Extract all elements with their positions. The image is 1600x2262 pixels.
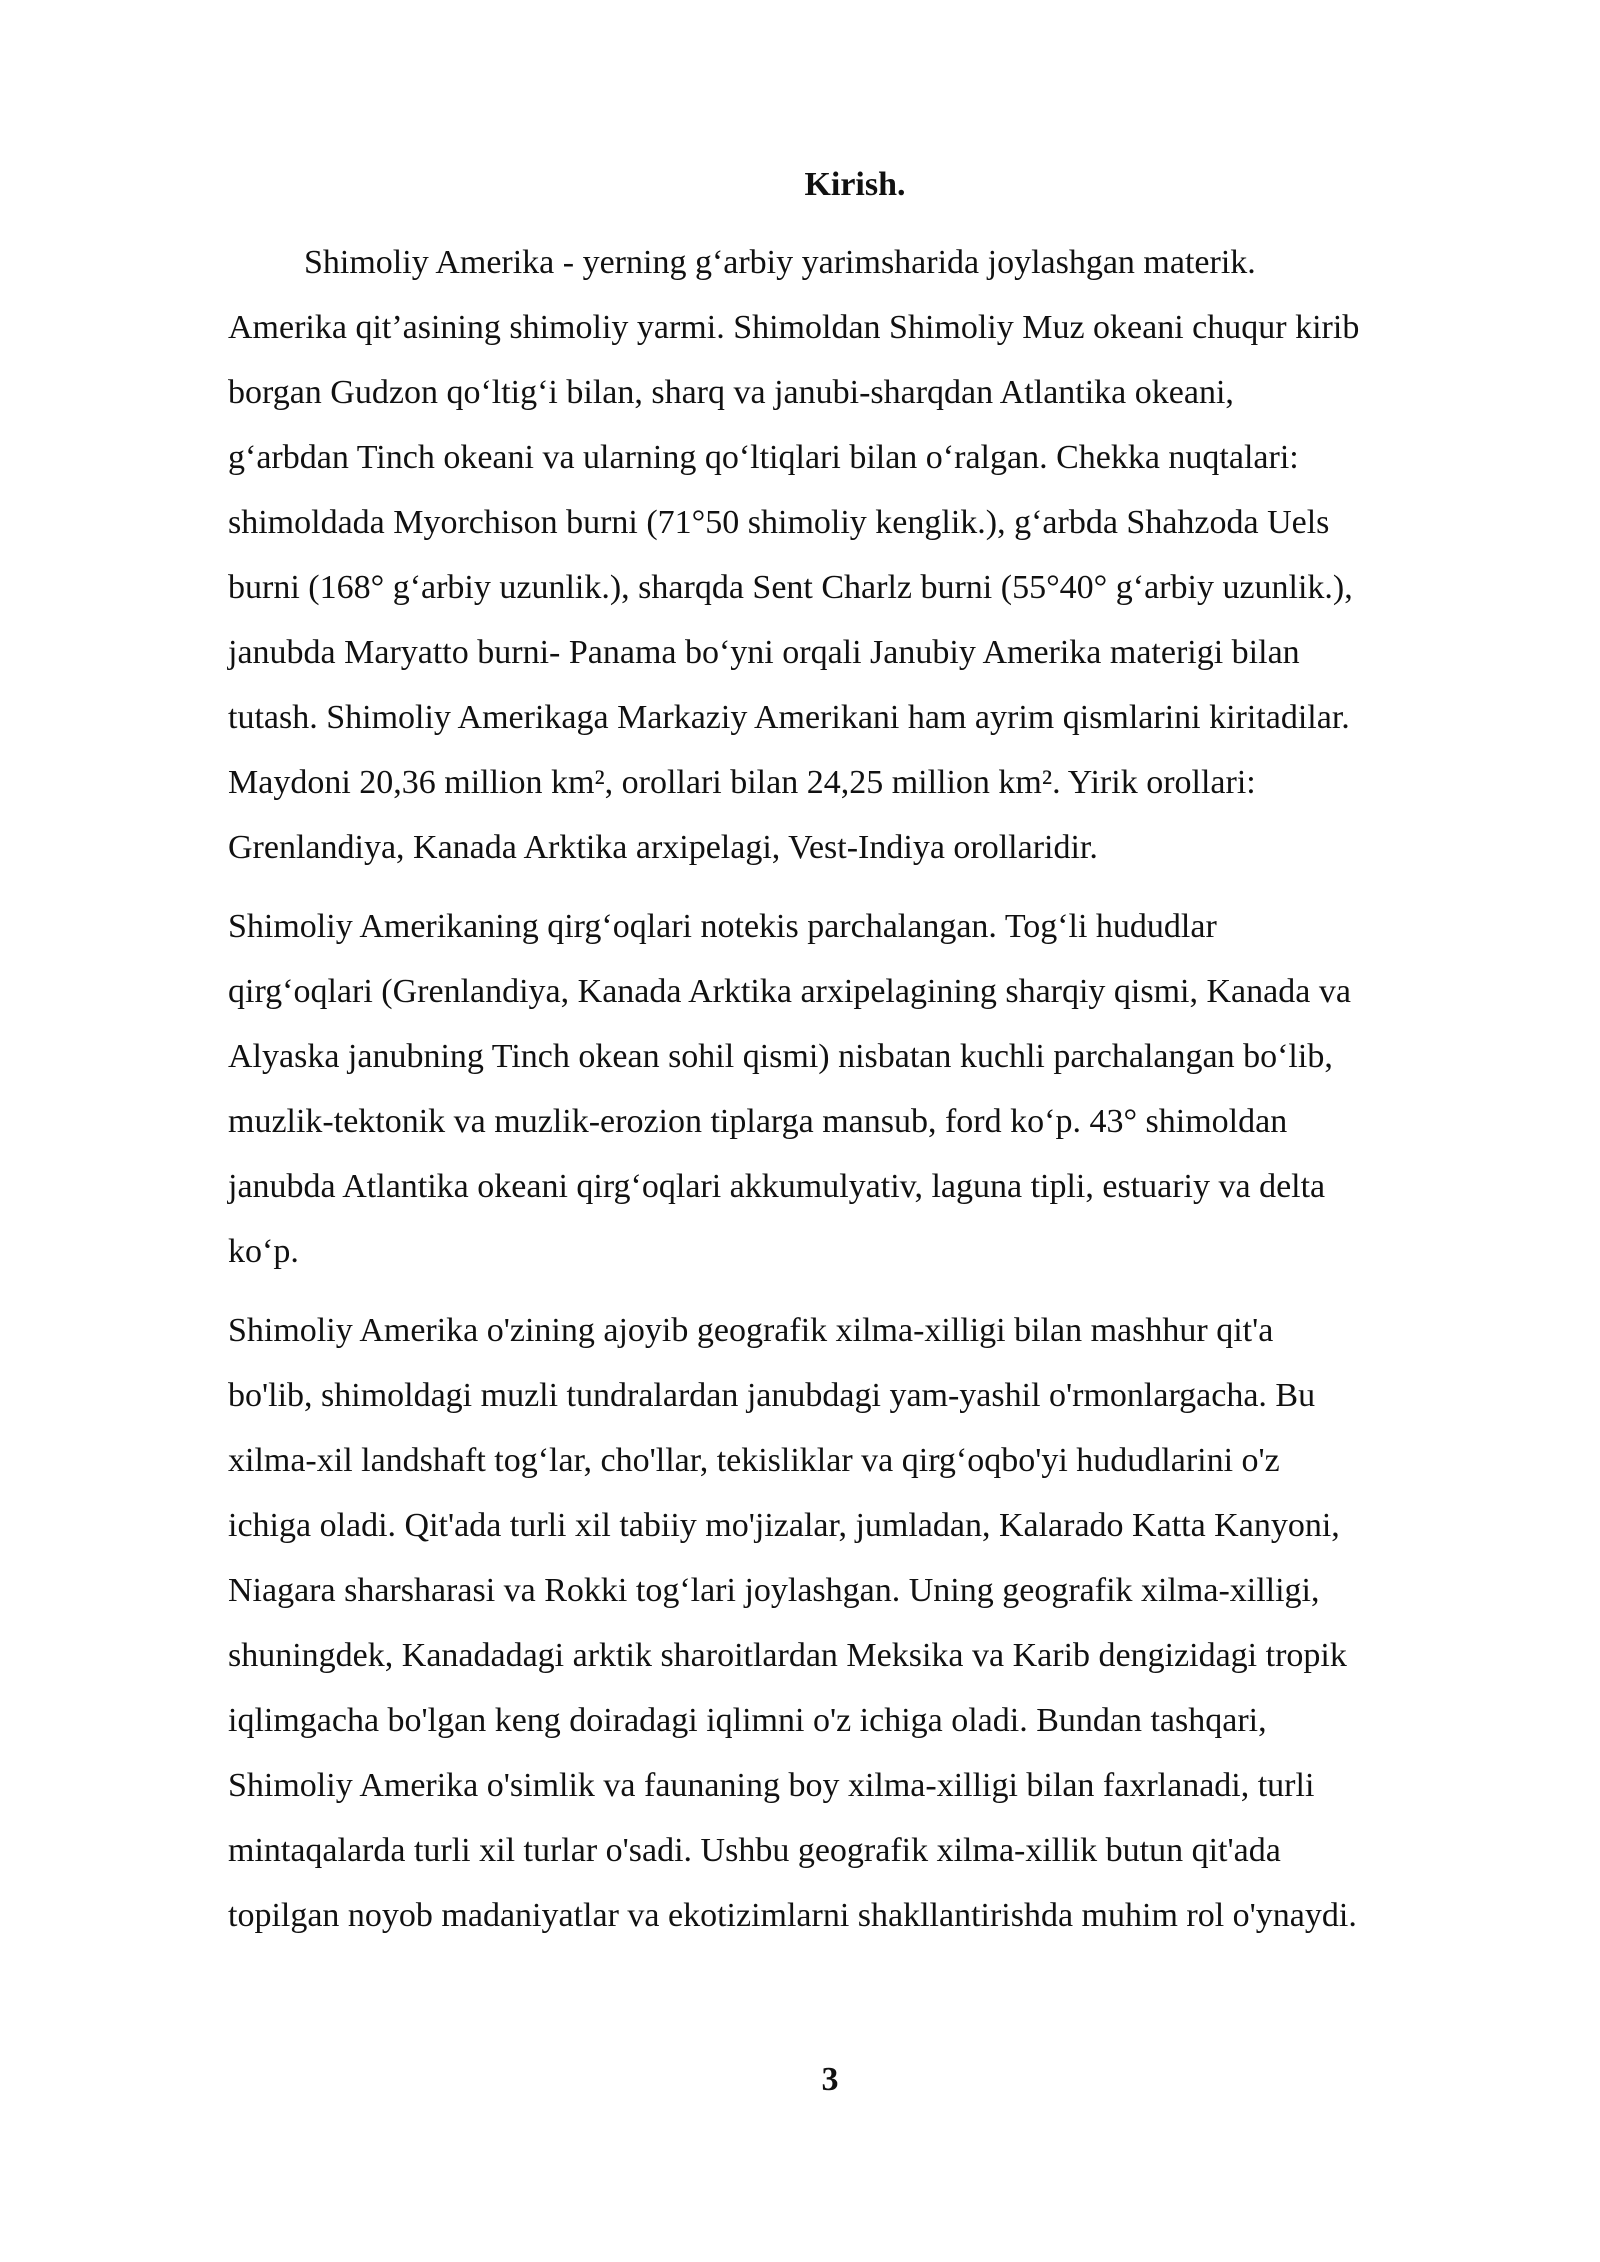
- text-line: Niagara sharsharasi va Rokki tog‘lari joylashgan. Uning geografik xilma-xilligi,: [228, 1572, 1320, 1609]
- text-line: Grenlandiya, Kanada Arktika arxipelagi, Vest-Indiya orollaridir.: [228, 829, 1098, 866]
- text-line: burni (168° g‘arbiy uzunlik.), sharqda Sent Charlz burni (55°40° g‘arbiy uzunlik.),: [228, 569, 1353, 606]
- text-line: ichiga oladi. Qit'ada turli xil tabiiy mo'jizalar, jumladan, Kalarado Katta Kanyoni,: [228, 1507, 1340, 1544]
- text-line: janubda Maryatto burni- Panama bo‘yni orqali Janubiy Amerika materigi bilan: [228, 634, 1300, 671]
- text-line: topilgan noyob madaniyatlar va ekotizimlarni shakllantirishda muhim rol o'ynaydi.: [228, 1897, 1357, 1934]
- text-line: Amerika qit’asining shimoliy yarmi. Shimoldan Shimoliy Muz okeani chuqur kirib: [228, 309, 1360, 346]
- paragraph-diversity: [228, 1298, 1482, 1948]
- text-line: Shimoliy Amerikaning qirg‘oqlari notekis parchalangan. Tog‘li hududlar: [228, 908, 1217, 945]
- page-number: 3: [821, 2061, 839, 2098]
- text-line: Alyaska janubning Tinch okean sohil qismi) nisbatan kuchli parchalangan bo‘lib,: [228, 1038, 1333, 1075]
- text-line: tutash. Shimoliy Amerikaga Markaziy Amerikani ham ayrim qismlarini kiritadilar.: [228, 699, 1350, 736]
- page-content: [228, 160, 1482, 1948]
- text-line: shuningdek, Kanadadagi arktik sharoitlardan Meksika va Karib dengizidagi tropik: [228, 1637, 1347, 1674]
- text-line: g‘arbdan Tinch okeani va ularning qo‘ltiqlari bilan o‘ralgan. Chekka nuqtalari:: [228, 439, 1299, 476]
- text-line: ko‘p.: [228, 1233, 299, 1270]
- text-line: janubda Atlantika okeani qirg‘oqlari akkumulyativ, laguna tipli, estuariy va delta: [228, 1168, 1326, 1205]
- text-line: xilma-xil landshaft tog‘lar, cho'llar, tekisliklar va qirg‘oqbo'yi hududlarini o'z: [228, 1442, 1280, 1479]
- page-title: Kirish.: [804, 166, 906, 203]
- text-line: iqlimgacha bo'lgan keng doiradagi iqlimni o'z ichiga oladi. Bundan tashqari,: [228, 1702, 1267, 1739]
- text-line: bo'lib, shimoldagi muzli tundralardan janubdagi yam-yashil o'rmonlargacha. Bu: [228, 1377, 1316, 1414]
- text-line: muzlik-tektonik va muzlik-erozion tiplarga mansub, ford ko‘p. 43° shimoldan: [228, 1103, 1288, 1140]
- text-line: Shimoliy Amerika o'simlik va faunaning boy xilma-xilligi bilan faxrlanadi, turli: [228, 1767, 1315, 1804]
- text-line: Shimoliy Amerika - yerning g‘arbiy yarimsharida joylashgan materik.: [304, 244, 1256, 281]
- text-line: shimoldada Myorchison burni (71°50 shimoliy kenglik.), g‘arbda Shahzoda Uels: [228, 504, 1330, 541]
- text-line: Maydoni 20,36 million km², orollari bilan 24,25 million km². Yirik orollari:: [228, 764, 1256, 801]
- text-line: borgan Gudzon qo‘ltig‘i bilan, sharq va janubi-sharqdan Atlantika okeani,: [228, 374, 1234, 411]
- text-line: mintaqalarda turli xil turlar o'sadi. Ushbu geografik xilma-xillik butun qit'ada: [228, 1832, 1281, 1869]
- text-line: qirg‘oqlari (Grenlandiya, Kanada Arktika arxipelagining sharqiy qismi, Kanada va: [228, 973, 1351, 1010]
- paragraph-intro: [228, 230, 1482, 880]
- paragraph-coasts: [228, 894, 1482, 1284]
- text-line: Shimoliy Amerika o'zining ajoyib geografik xilma-xilligi bilan mashhur qit'a: [228, 1312, 1274, 1349]
